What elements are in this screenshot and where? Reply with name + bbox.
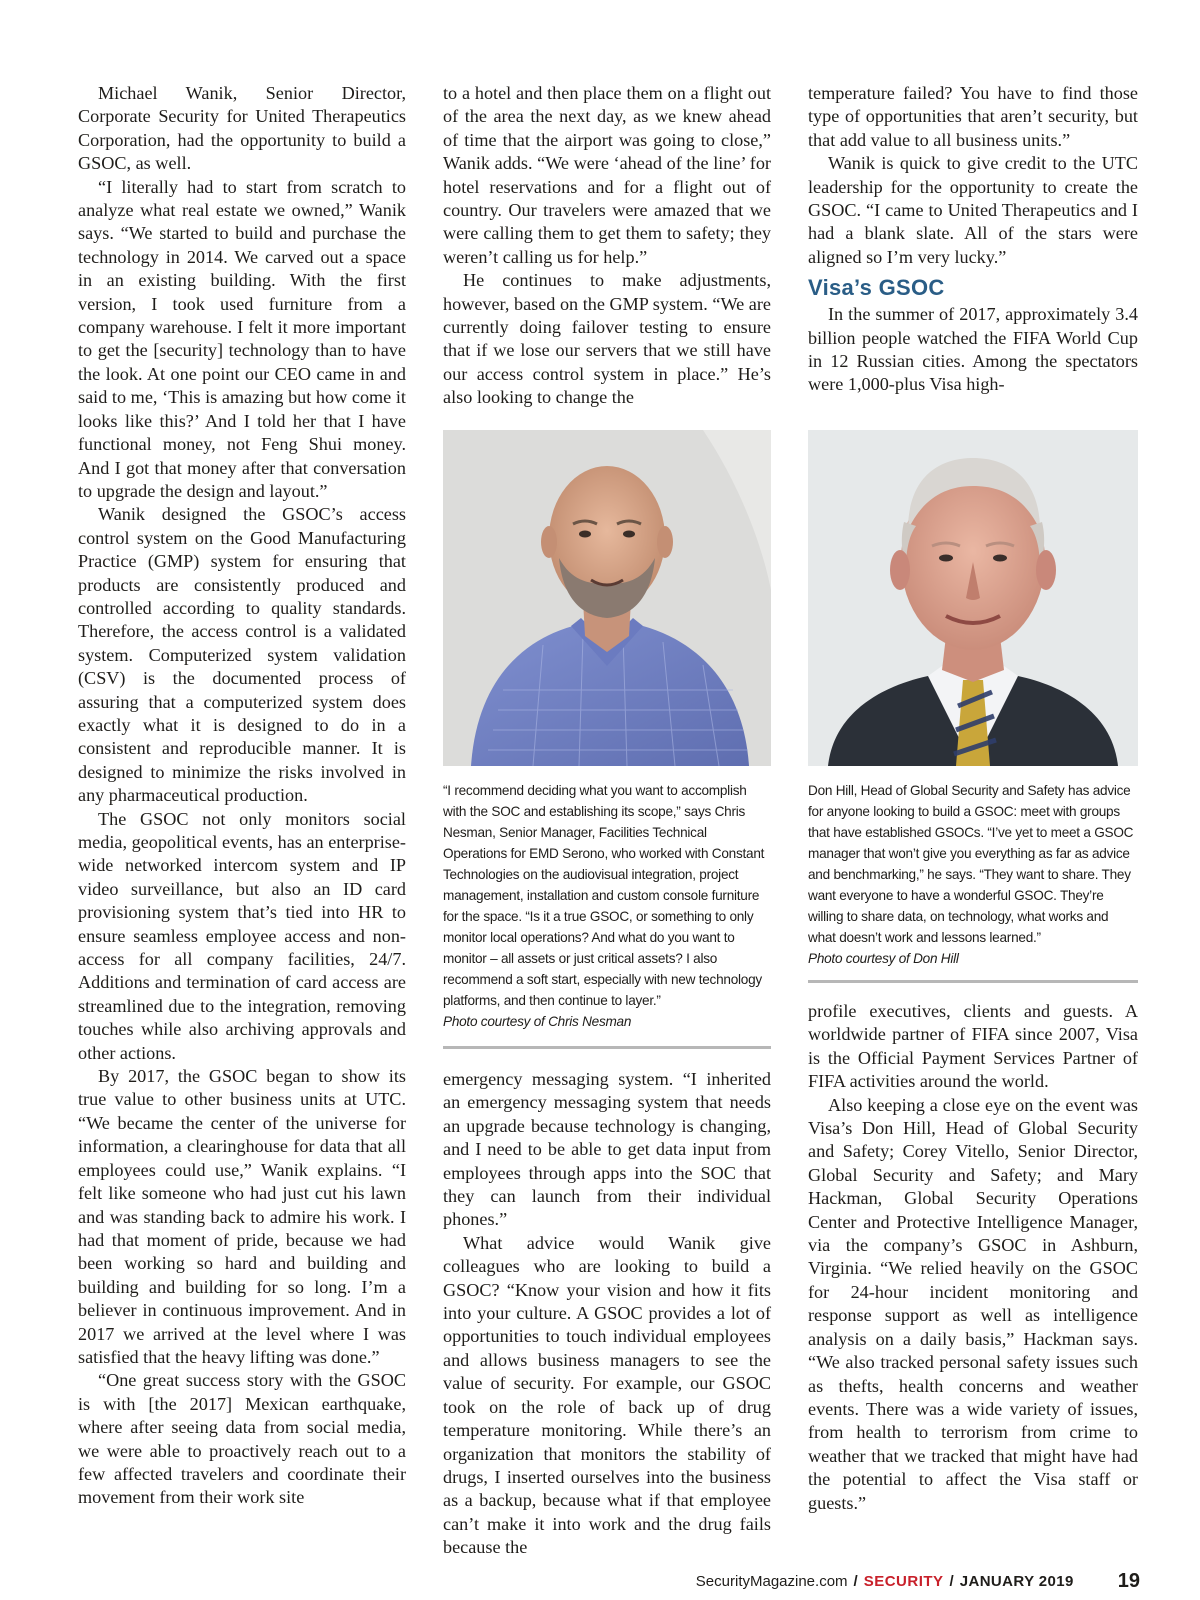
caption-divider: [443, 1046, 771, 1049]
paragraph: Michael Wanik, Senior Director, Corporate Security for United Therapeutics Corporation, had the opportunity to build a GSOC, as well.: [78, 83, 406, 174]
column-2-top: [443, 82, 771, 410]
column-3-top: [808, 82, 1138, 397]
photo-credit: Photo courtesy of Don Hill: [808, 951, 959, 966]
paragraph: Wanik designed the GSOC’s access control system on the Good Manufacturing Practice (GMP) system for ensuring that products are consistently produced and controlled according to quality standards. Therefore, the access control is a validated system. Computerized system validation (CSV) is the documented process of assuring that a computerized system does exactly what it is designed to do in a consistent and reproducible manner. It is designed to minimize the risks involved in any pharmaceutical production.: [78, 504, 406, 806]
photo-credit: Photo courtesy of Chris Nesman: [443, 1014, 632, 1029]
paragraph: He continues to make adjustments, however, based on the GMP system. “We are currently doing failover testing to ensure that if we lose our servers that we still have our access control system in place.” He’s also looking to change the: [443, 270, 771, 408]
caption-text: Don Hill, Head of Global Security and Safety has advice for anyone looking to build a GSOC: meet with groups that have established GSOCs. “I’ve yet to meet a GSOC manager that won’t give you everything as far as advice and benchmarking,” he says. “They want to share. They want everyone to have a wonderful GSOC. They’re willing to share data, on technology, what works and what doesn’t work and lessons learned.”: [808, 783, 1134, 945]
footer-separator: /: [949, 1572, 954, 1590]
column-2-bottom: [443, 1068, 771, 1560]
paragraph: By 2017, the GSOC began to show its true value to other business units at UTC. “We became the center of the universe for information, a clearinghouse for data that all employees could use,” Wanik explains. “I felt like someone who had just cut his lawn and was standing back to admire his work. I had that moment of pride, because we had been working so hard and building and building and building for so long. I’m a believer in continuous improvement. And in 2017 we arrived at the level where I was satisfied that the heavy lifting was done.”: [78, 1066, 406, 1367]
column-3-bottom: [808, 1000, 1138, 1515]
caption-text: “I recommend deciding what you want to accomplish with the SOC and establishing its scope,” says Chris Nesman, Senior Manager, Facilities Technical Operations for EMD Serono, who worked with Constant Technologies on the audiovisual integration, project management, installation and custom console furniture for the space. “Is it a true GSOC, or something to only monitor local operations? And what do you want to monitor – all assets or just critical assets? I also recommend a soft start, especially with new technology platforms, and then continue to layer.”: [443, 783, 765, 1008]
footer-brand: SECURITY: [863, 1572, 944, 1590]
paragraph: to a hotel and then place them on a flight out of the area the next day, as we knew ahead of time that the airport was going to close,” Wanik adds. “We were ‘ahead of the line’ for hotel reservations and for a flight out of country. Our travelers were amazed that we were calling them to get them to safety; they weren’t calling us for help.”: [443, 83, 771, 267]
portrait-don-hill-icon: [808, 430, 1138, 766]
footer-site: SecurityMagazine.com: [695, 1572, 848, 1590]
paragraph: In the summer of 2017, approximately 3.4 billion people watched the FIFA World Cup in 12 Russian cities. Among the spectators were 1,000-plus Visa high-: [808, 304, 1138, 395]
paragraph: The GSOC not only monitors social media, geopolitical events, has an enterprise-wide networked intercom system and IP video surveillance, but also an ID card provisioning system that’s tied into HR to ensure seamless employee access and non-access for all company facilities, 24/7. Additions and termination of card access are streamlined due to the integration, removing touches while also archiving approvals and other actions.: [78, 808, 406, 1063]
paragraph: Also keeping a close eye on the event was Visa’s Don Hill, Head of Global Security and Safety; Corey Vitello, Senior Director, Global Security and Safety; and Mary Hackman, Global Security Operations Center and Protective Intelligence Manager, via the company’s GSOC in Ashburn, Virginia. “We relied heavily on the GSOC for 24-hour incident monitoring and response support as well as intelligence analysis on a daily basis,” Hackman says. “We also tracked personal safety issues such as thefts, health concerns and weather events. There was a wide variety of issues, from health to terrorism from crime to weather that we tracked that might have had the potential to affect the Visa staff or guests.”: [808, 1094, 1138, 1513]
column-1: [78, 82, 406, 1510]
page-number: 19: [1117, 1569, 1140, 1592]
footer-separator: /: [853, 1572, 858, 1590]
paragraph: profile executives, clients and guests. A worldwide partner of FIFA since 2007, Visa is the Official Payment Services Partner of FIFA activities around the world.: [808, 1001, 1138, 1092]
footer-issue: JANUARY 2019: [959, 1572, 1074, 1590]
paragraph: What advice would Wanik give colleagues who are looking to build a GSOC? “Know your vision and how it fits into your culture. A GSOC provides a lot of opportunities to touch individual employees and allows business managers to see the value of security. For example, our GSOC took on the role of back up of drug temperature monitoring. While there’s an organization that monitors the stability of drugs, I inserted ourselves into the business as a backup, because what if that employee can’t make it into work and the drug fails because the: [443, 1232, 771, 1558]
section-subhead: Visa’s GSOC: [808, 275, 945, 301]
portrait-chris-nesman-icon: [443, 430, 771, 766]
page-footer: [600, 1568, 1140, 1594]
paragraph: emergency messaging system. “I inherited an emergency messaging system that needs an upgrade because technology is changing, and I need to be able to get data input from employees through apps into the SOC that they can launch from their individual phones.”: [443, 1069, 771, 1230]
paragraph: Wanik is quick to give credit to the UTC leadership for the opportunity to create the GSOC. “I came to United Therapeutics and I had a blank slate. All of the stars were aligned so I’m very lucky.”: [808, 153, 1138, 267]
paragraph: “I literally had to start from scratch to analyze what real estate we owned,” Wanik says. “We started to build and purchase the technology in 2014. We carved out a space in an existing building. With the first version, I took used furniture from a company warehouse. I felt it more important to get the [security] technology than to have the look. At one point our CEO came in and said to me, ‘This is amazing but how come it looks like this?’ And I told her that I have functional money, not Feng Shui money. And I got that money after that conversation to upgrade the design and layout.”: [78, 176, 406, 501]
paragraph: temperature failed? You have to find those type of opportunities that aren’t security, but that add value to all business units.”: [808, 83, 1138, 150]
paragraph: “One great success story with the GSOC is with [the 2017] Mexican earthquake, where after seeing data from social media, we were able to proactively reach out to a few affected travelers and coordinate their movement from their work site: [78, 1370, 406, 1508]
photo-caption: [808, 780, 1138, 969]
caption-divider: [808, 980, 1138, 983]
photo-caption: [443, 780, 771, 1032]
